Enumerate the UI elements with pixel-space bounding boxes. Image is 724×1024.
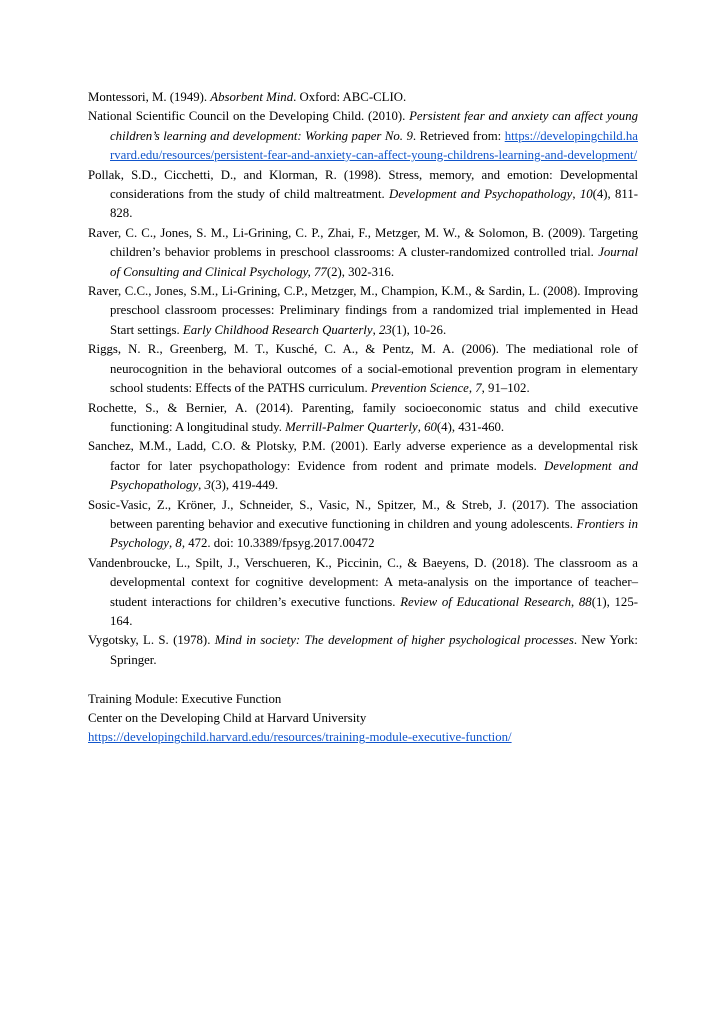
reference-entry: [88, 88, 638, 107]
reference-entry: [88, 437, 638, 495]
reference-italic-text: Frontiers in Psychology: [110, 516, 638, 551]
reference-entry: [88, 554, 638, 632]
reference-text: , 91–102.: [481, 381, 530, 396]
reference-text: ,: [572, 187, 580, 202]
reference-text: (1), 10-26.: [391, 322, 447, 337]
footer-title: Training Module: Executive Function: [88, 691, 282, 706]
reference-text: Sosic-Vasic, Z., Kröner, J., Schneider, S., Vasic, N., Spitzer, M., & Streb, J. (2017). The association between parenting behavior and executive functioning in children and young adolescents.: [88, 497, 638, 531]
reference-text: ,: [198, 478, 205, 493]
reference-text: Vandenbroucke, L., Spilt, J., Verschueren, K., Piccinin, C., & Baeyens, D. (2018). The classroom as a developmental context for cognitive development: A meta-analysis on the importance of teacher–student interactions for children’s executive functions.: [88, 555, 638, 609]
reference-text: Raver, C. C., Jones, S. M., Li-Grining, C. P., Zhai, F., Metzger, M. W., & Solomon, B. (2009). Targeting children’s behavior problems in preschool classrooms: A cluster-randomized controlled trial.: [88, 225, 638, 260]
reference-italic-text: 7: [475, 381, 482, 396]
reference-text: , 472. doi: 10.3389/fpsyg.2017.00472: [181, 536, 375, 551]
reference-italic-text: 10: [579, 187, 593, 202]
reference-italic-text: Review of Educational Research: [400, 594, 571, 609]
reference-italic-text: Mind in society: The development of higher psychological processes: [214, 633, 574, 648]
reference-entry: [88, 107, 638, 165]
reference-text: National Scientific Council on the Developing Child. (2010).: [88, 109, 410, 124]
reference-entry: [88, 282, 638, 340]
reference-italic-text: 3: [204, 478, 211, 493]
reference-text: (2), 302-316.: [326, 264, 395, 279]
footer-organization: Center on the Developing Child at Harvard University: [88, 710, 367, 725]
reference-italic-text: 88: [578, 594, 592, 609]
reference-italic-text: 23: [378, 322, 392, 337]
reference-italic-text: Development and Psychopathology: [388, 187, 573, 202]
reference-entry: [88, 631, 638, 670]
reference-text: Sanchez, M.M., Ladd, C.O. & Plotsky, P.M. (2001). Early adverse experience as a developmental risk factor for later psychopathology: Evidence from rodent and primate models.: [88, 439, 638, 473]
reference-link[interactable]: https://developingchild.harvard.edu/resources/persistent-fear-and-anxiety-can-affect-young-childrens-learning-and-development/: [110, 128, 638, 163]
reference-text: ,: [169, 536, 176, 551]
reference-entry: [88, 340, 638, 398]
reference-text: ,: [372, 322, 379, 337]
document-page: [88, 88, 638, 748]
reference-text: ,: [570, 594, 579, 609]
reference-text: Rochette, S., & Bernier, A. (2014). Parenting, family socioeconomic status and child executive functioning: A longitudinal study.: [88, 400, 638, 434]
reference-italic-text: Merrill-Palmer Quarterly: [285, 419, 418, 434]
reference-italic-text: Journal of Consulting and Clinical Psychology, 77: [110, 245, 638, 279]
reference-italic-text: 8: [175, 536, 182, 551]
reference-text: ,: [468, 381, 476, 396]
footer-link[interactable]: https://developingchild.harvard.edu/resources/training-module-executive-function/: [88, 730, 512, 745]
reference-text: ,: [417, 419, 425, 434]
reference-text: (3), 419-449.: [210, 478, 279, 493]
reference-italic-text: Early Childhood Research Quarterly: [182, 322, 373, 337]
reference-list: [88, 88, 638, 670]
footer-block: [88, 690, 638, 748]
reference-text: . New York: Springer.: [110, 633, 638, 667]
reference-italic-text: Persistent fear and anxiety can affect young children’s learning and development: Working paper No. 9: [110, 109, 639, 143]
reference-entry: [88, 399, 638, 438]
reference-italic-text: Absorbent Mind: [210, 90, 294, 104]
reference-text: . Retrieved from:: [412, 128, 505, 143]
reference-text: (4), 431-460.: [436, 419, 505, 434]
reference-text: Pollak, S.D., Cicchetti, D., and Klorman, R. (1998). Stress, memory, and emotion: Developmental considerations from the study of child maltreatment.: [88, 167, 638, 202]
reference-italic-text: 60: [424, 419, 437, 434]
reference-text: Vygotsky, L. S. (1978).: [88, 633, 215, 648]
reference-italic-text: Development and Psychopathology: [110, 458, 638, 493]
reference-italic-text: Prevention Science: [370, 381, 469, 396]
reference-text: (1), 125-164.: [110, 594, 638, 628]
reference-text: Raver, C.C., Jones, S.M., Li-Grining, C.P., Metzger, M., Champion, K.M., & Sardin, L. (2008). Improving preschool classroom processes: Preliminary findings from a randomized trial implemented in Head Start settings.: [88, 284, 638, 337]
reference-entry: [88, 166, 638, 224]
reference-text: . Oxford: ABC-CLIO.: [293, 90, 407, 104]
reference-text: (4), 811-828.: [110, 187, 638, 221]
reference-entry: [88, 224, 638, 282]
reference-entry: [88, 496, 638, 554]
reference-text: Montessori, M. (1949).: [88, 90, 211, 104]
reference-text: Riggs, N. R., Greenberg, M. T., Kusché, C. A., & Pentz, M. A. (2006). The mediational role of neurocognition in the behavioral outcomes of a social-emotional prevention program in elementary school students: Effects of the PATHS curriculum.: [88, 342, 638, 396]
